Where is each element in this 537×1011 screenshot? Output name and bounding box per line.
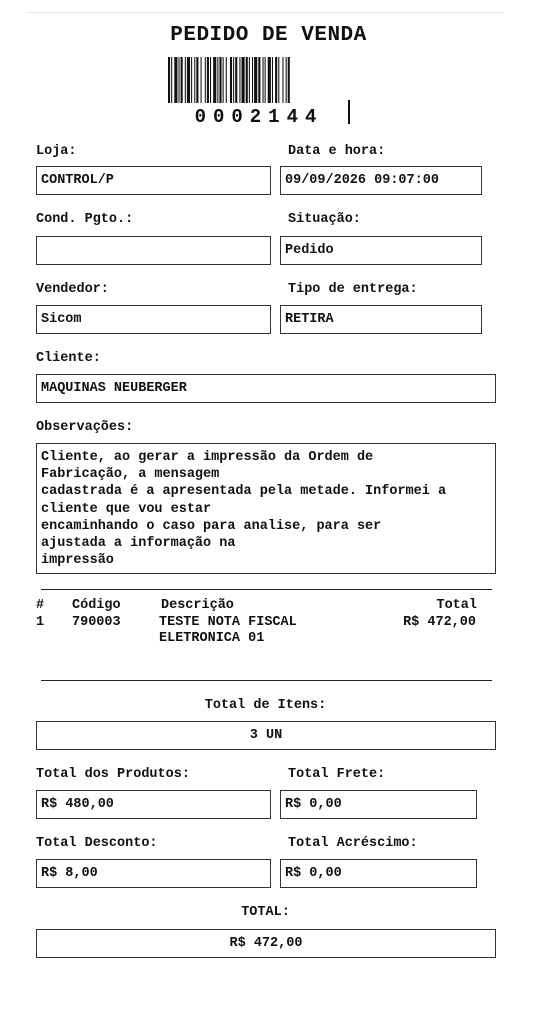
cond-pgto-label: Cond. Pgto.: (36, 212, 134, 227)
vendedor-field[interactable]: Sicom (36, 305, 271, 334)
total-acrescimo-label: Total Acréscimo: (288, 836, 418, 851)
tipo-entrega-field[interactable]: RETIRA (280, 305, 482, 334)
total-desconto-field[interactable]: R$ 8,00 (36, 859, 271, 888)
col-header-total: Total (436, 598, 477, 613)
col-header-codigo: Código (72, 598, 121, 613)
observacoes-field[interactable]: Cliente, ao gerar a impressão da Ordem de Fabricação, a mensagem cadastrada é a apresentada pela metade. Informei a cliente que vou estar encaminhando o caso para analise, para ser ajustada a informação na impressão (36, 443, 496, 574)
cliente-label: Cliente: (36, 351, 101, 366)
row-codigo: 790003 (72, 615, 121, 630)
cond-pgto-field[interactable] (36, 236, 271, 265)
total-desconto-label: Total Desconto: (36, 836, 158, 851)
row-descricao-line1: TESTE NOTA FISCAL (159, 615, 297, 630)
row-total: R$ 472,00 (403, 615, 476, 630)
top-divider (27, 12, 504, 13)
total-field[interactable]: R$ 472,00 (36, 929, 496, 958)
total-itens-label: Total de Itens: (204, 698, 327, 713)
situacao-field[interactable]: Pedido (280, 236, 482, 265)
barcode-number: 0002144 (194, 106, 324, 128)
loja-field[interactable]: CONTROL/P (36, 166, 271, 195)
loja-label: Loja: (36, 144, 77, 159)
table-bottom-divider (41, 680, 492, 681)
total-itens-field[interactable]: 3 UN (36, 721, 496, 750)
total-acrescimo-field[interactable]: R$ 0,00 (280, 859, 477, 888)
data-hora-field[interactable]: 09/09/2026 09:07:00 (280, 166, 482, 195)
cliente-field[interactable]: MAQUINAS NEUBERGER (36, 374, 496, 403)
total-frete-field[interactable]: R$ 0,00 (280, 790, 477, 819)
total-frete-label: Total Frete: (288, 767, 386, 782)
total-label: TOTAL: (241, 905, 290, 920)
data-hora-label: Data e hora: (288, 144, 386, 159)
page-title: PEDIDO DE VENDA (170, 24, 367, 47)
row-descricao-line2: ELETRONICA 01 (159, 631, 265, 646)
total-produtos-label: Total dos Produtos: (36, 767, 190, 782)
observacoes-label: Observações: (36, 420, 134, 435)
barcode-image (168, 57, 350, 103)
col-header-descricao: Descrição (161, 598, 234, 613)
tipo-entrega-label: Tipo de entrega: (288, 282, 418, 297)
total-produtos-field[interactable]: R$ 480,00 (36, 790, 271, 819)
col-header-num: # (36, 598, 45, 613)
table-top-divider (41, 589, 492, 590)
row-num: 1 (36, 615, 45, 630)
vendedor-label: Vendedor: (36, 282, 109, 297)
situacao-label: Situação: (288, 212, 361, 227)
